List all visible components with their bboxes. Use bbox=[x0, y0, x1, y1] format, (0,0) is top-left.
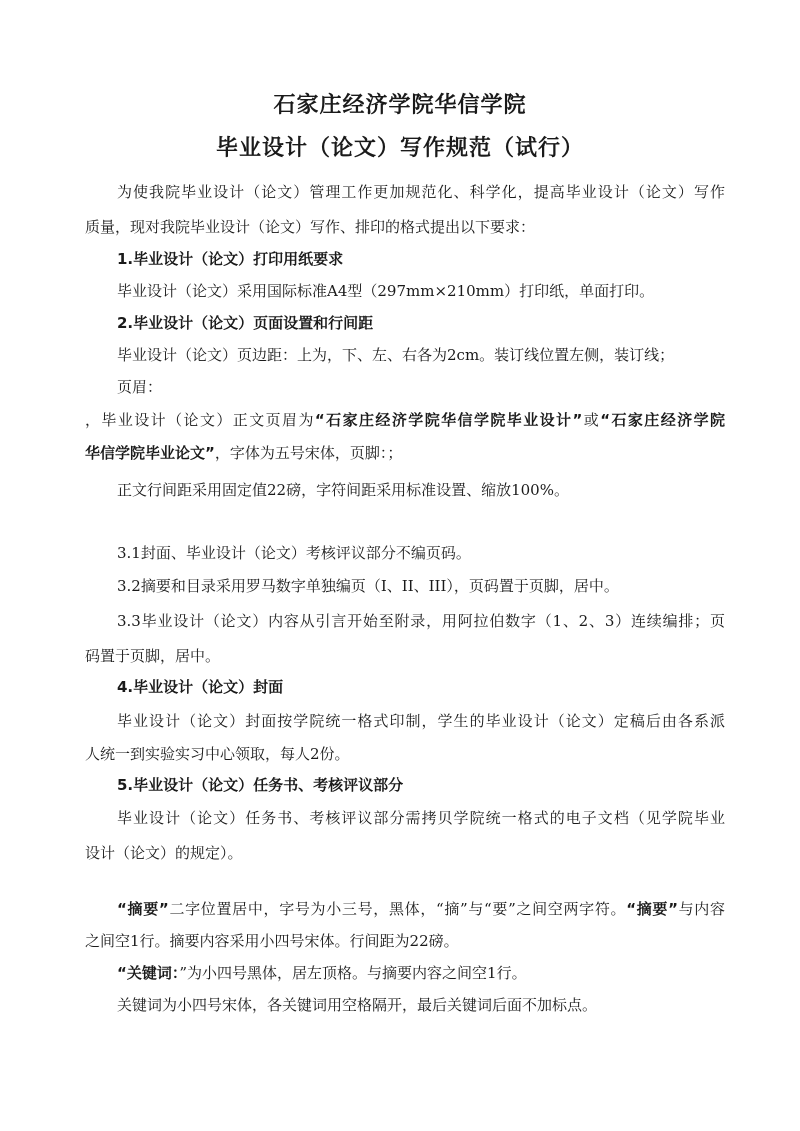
abstract-quote-1: “摘要” bbox=[117, 900, 169, 918]
keywords-rule-text: ”为小四号黑体，居左顶格。与摘要内容之间空1行。 bbox=[179, 964, 527, 982]
cover-text-line2: 人统一到实验实习中心领取，每人2份。 bbox=[85, 745, 350, 763]
section-heading-assignment: 5.毕业设计（论文）任务书、考核评议部分 bbox=[117, 776, 404, 794]
cover-text-line1: 毕业设计（论文）封面按学院统一格式印制，学生的毕业设计（论文）定稿后由各系派 bbox=[117, 712, 725, 730]
header-spec-thesis-quote-start: “石家庄经济学院 bbox=[600, 411, 725, 429]
header-spec-text: ，毕业设计（论文）正文页眉为 bbox=[85, 411, 315, 429]
abstract-rule-line2: 之间空1行。摘要内容采用小四号宋体。行间距为22磅。 bbox=[85, 932, 459, 950]
section-heading-cover: 4.毕业设计（论文）封面 bbox=[117, 678, 284, 696]
page-number-rule-3-3-line2: 码置于页脚，居中。 bbox=[85, 647, 221, 665]
line-spacing-text: 正文行间距采用固定值22磅，字符间距采用标准设置、缩放100%。 bbox=[117, 481, 569, 499]
section-heading-paper: 1.毕业设计（论文）打印用纸要求 bbox=[117, 250, 344, 268]
keywords-quote: “关键词： bbox=[117, 964, 180, 982]
keywords-format-text: 关键词为小四号宋体，各关键词用空格隔开，最后关键词后面不加标点。 bbox=[117, 996, 598, 1014]
abstract-rule-text-1: 二字位置居中，字号为小三号，黑体，“摘”与“要”之间空两字符。 bbox=[168, 900, 627, 918]
header-label-text: 页眉： bbox=[117, 378, 163, 396]
page-number-rule-3-3-line1: 3.3毕业设计（论文）内容从引言开始至附录，用阿拉伯数字（1、2、3）连续编排；页 bbox=[117, 612, 725, 630]
keywords-rule bbox=[117, 963, 725, 983]
document-title-institution: 石家庄经济学院华信学院 bbox=[273, 93, 527, 118]
header-spec-line2 bbox=[85, 443, 725, 463]
margin-text: 毕业设计（论文）页边距：上为，下、左、右各为2cm。装订线位置左侧，装订线； bbox=[117, 346, 675, 364]
page-number-rule-3-2: 3.2摘要和目录采用罗马数字单独编页（I、II、III），页码置于页脚，居中。 bbox=[117, 577, 619, 595]
abstract-rule-line1 bbox=[117, 899, 725, 919]
header-spec-line1 bbox=[85, 410, 725, 430]
document-title-standard: 毕业设计（论文）写作规范（试行） bbox=[215, 136, 584, 161]
header-spec-thesis-quote-end: 华信学院毕业论文” bbox=[85, 444, 215, 462]
assignment-text-line1: 毕业设计（论文）任务书、考核评议部分需拷贝学院统一格式的电子文档（见学院毕业 bbox=[117, 809, 725, 827]
abstract-rule-text-2: 与内容 bbox=[677, 900, 725, 918]
paper-requirement-text: 毕业设计（论文）采用国际标准A4型（297mm×210mm）打印纸，单面打印。 bbox=[117, 282, 655, 300]
page-number-rule-3-1: 3.1封面、毕业设计（论文）考核评议部分不编页码。 bbox=[117, 544, 471, 562]
header-spec-design-quote: “石家庄经济学院华信学院毕业设计” bbox=[314, 411, 583, 429]
intro-paragraph-line2: 质量，现对我院毕业设计（论文）写作、排印的格式提出以下要求： bbox=[85, 218, 536, 236]
header-spec-or: 或 bbox=[582, 411, 601, 429]
abstract-quote-2: “摘要” bbox=[626, 900, 678, 918]
assignment-text-line2: 设计（论文）的规定）。 bbox=[85, 844, 243, 862]
intro-paragraph-line1: 为使我院毕业设计（论文）管理工作更加规范化、科学化，提高毕业设计（论文）写作 bbox=[117, 183, 725, 201]
section-heading-page-setup: 2.毕业设计（论文）页面设置和行间距 bbox=[117, 314, 374, 332]
header-spec-font-text: ，字体为五号宋体，页脚：； bbox=[214, 444, 403, 462]
